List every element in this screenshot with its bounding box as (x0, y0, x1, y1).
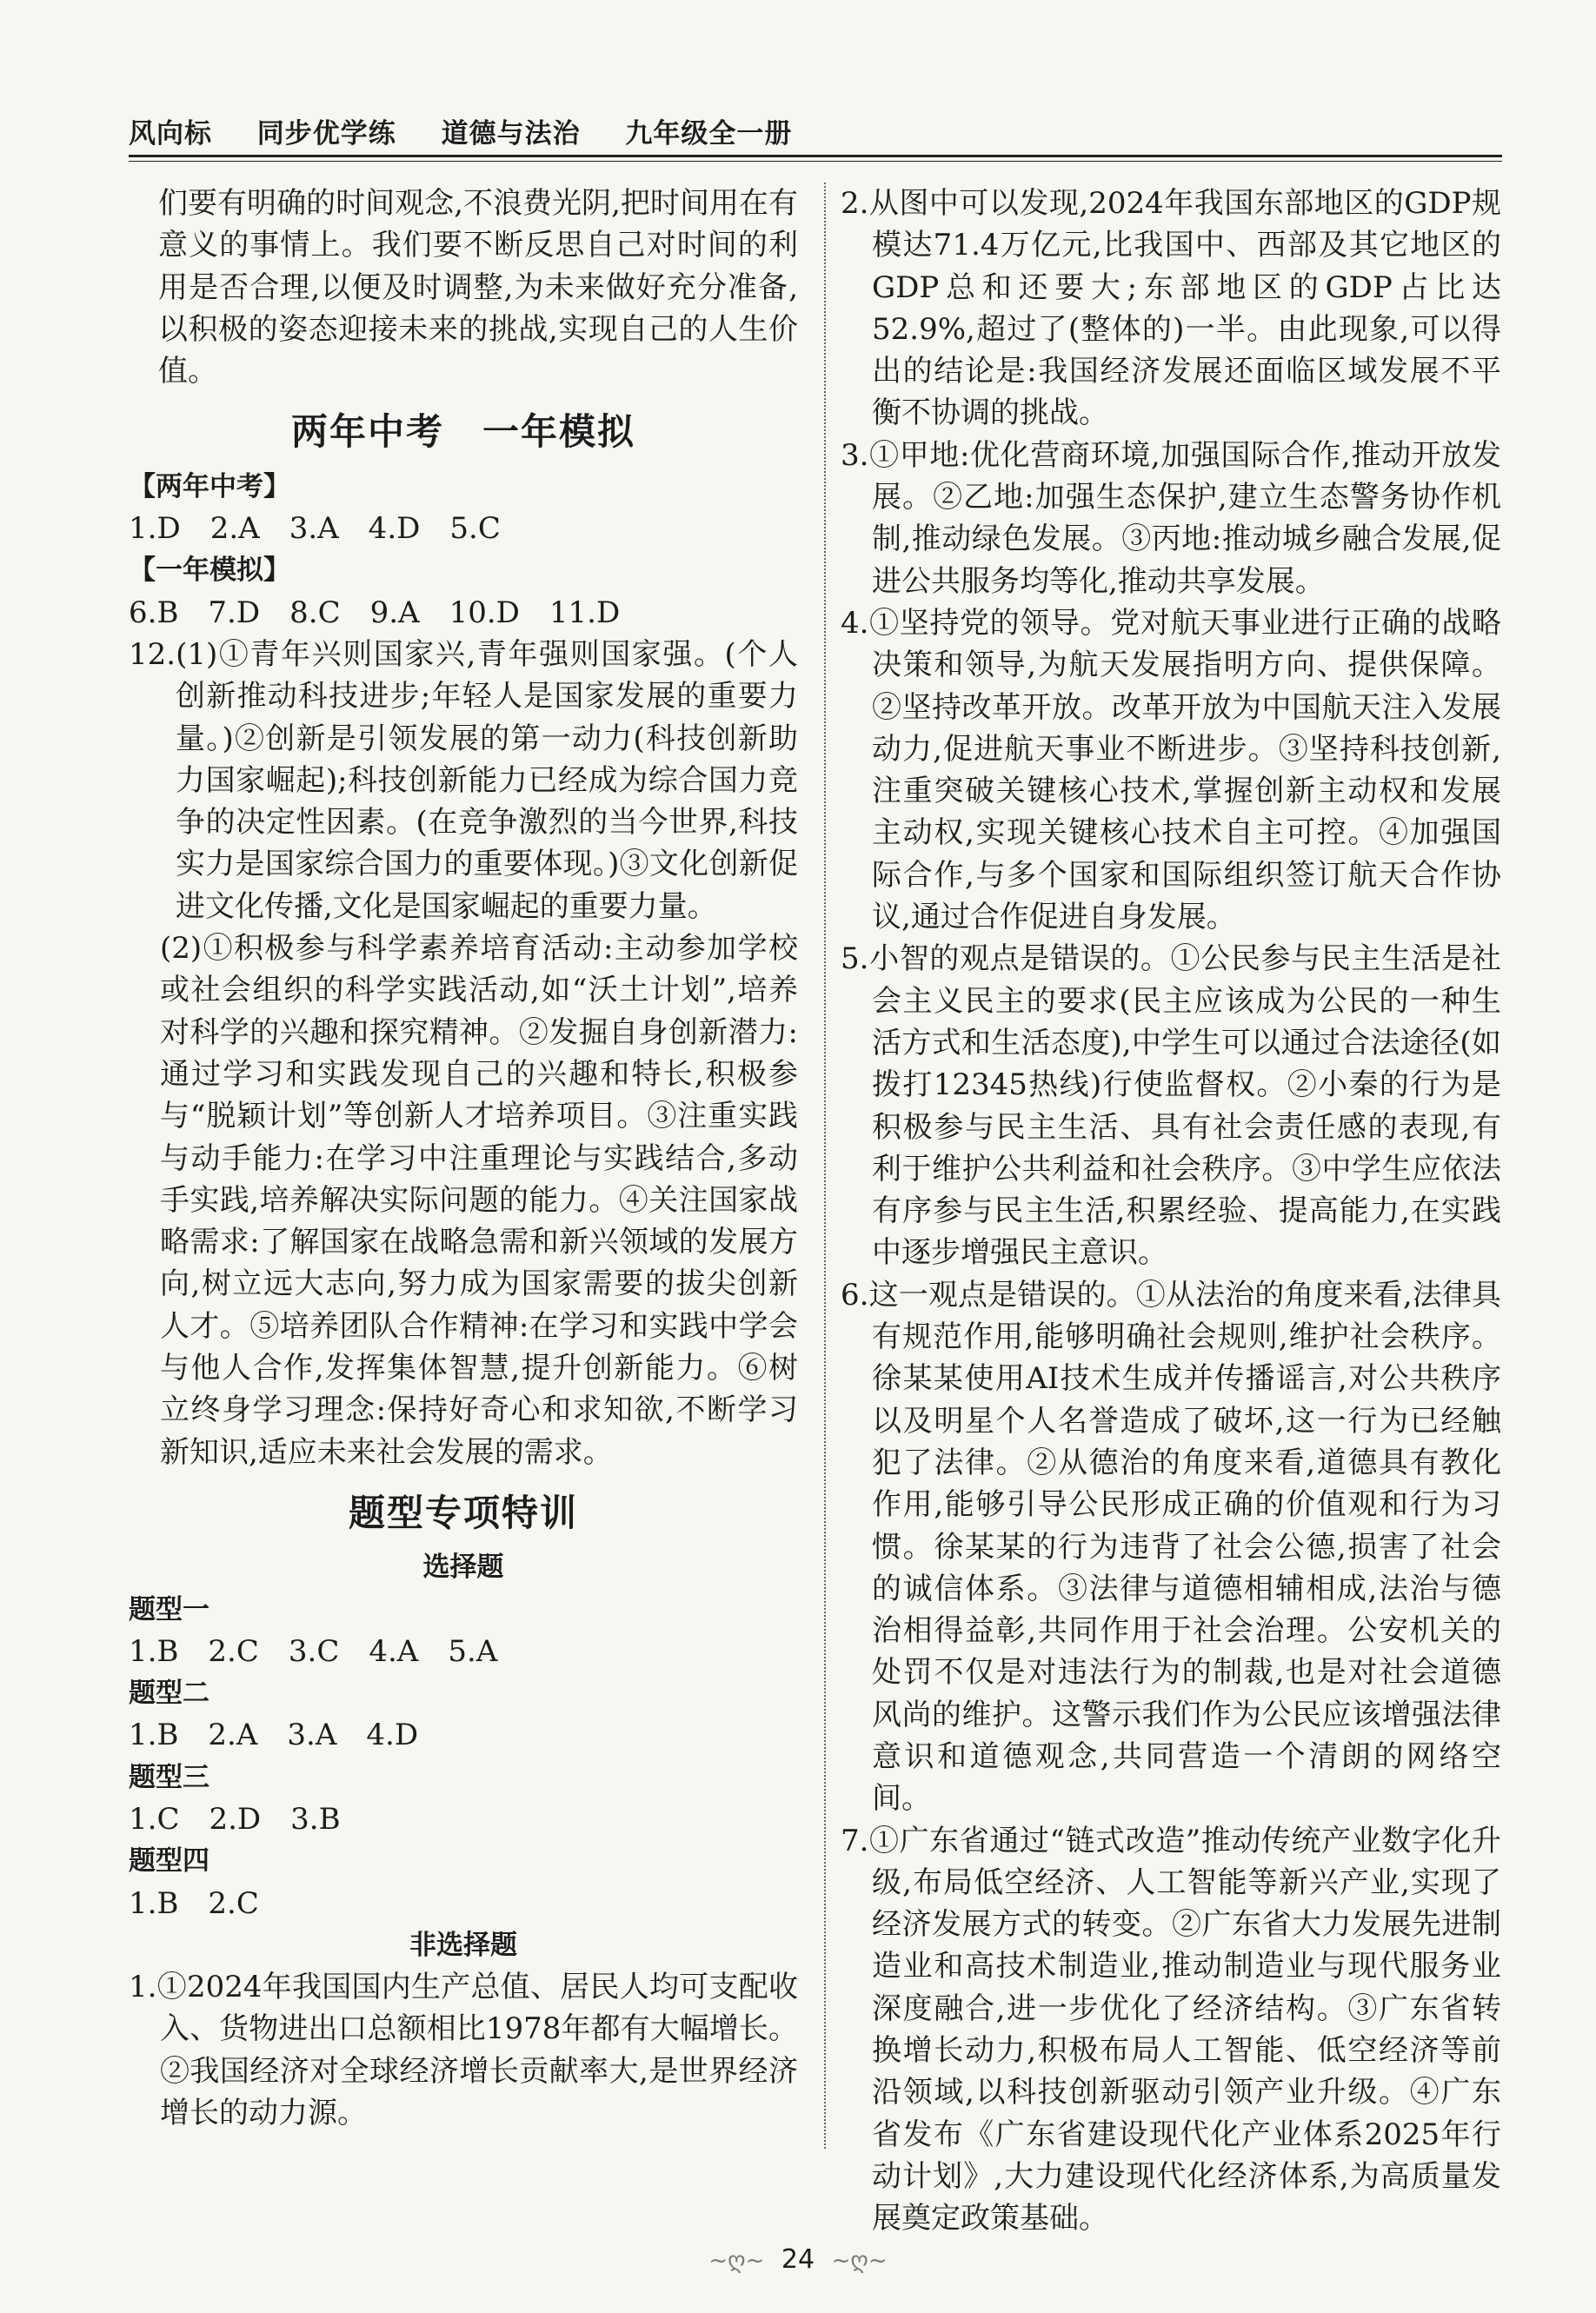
type-2-answers: 1.B 2.A 3.A 4.D (129, 1718, 419, 1753)
type-3-answers: 1.C 2.D 3.B (129, 1801, 341, 1837)
intro-continuation: 们要有明确的时间观念,不浪费光阴,把时间用在有意义的事情上。我们要不断反思自己对时间的利用是否合理,以便及时调整,为未来做好充分准备,以积极的姿态迎接未来的挑战,实现自己的人生价值。 (158, 186, 798, 389)
type-4-answers: 1.B 2.C (129, 1885, 259, 1921)
left-ornament-icon: ~ღ~ (708, 2248, 765, 2274)
header-rule-thin (129, 161, 1502, 162)
section-title-exam: 两年中考 一年模拟 (290, 410, 635, 454)
header-rule-thick (129, 155, 1502, 157)
header-grade: 九年级全一册 (625, 118, 793, 150)
nonchoice-answer-3: 3.①甲地:优化营商环境,加强国际合作,推动开放发展。②乙地:加强生态保护,建立生态警务协作机制,推动绿色发展。③丙地:推动城乡融合发展,促进公共服务均等化,推动共享发展。 (841, 437, 1501, 599)
zhongkao-answers: 1.D 2.A 3.A 4.D 5.C (129, 511, 501, 547)
moni-answers: 6.B 7.D 8.C 9.A 10.D 11.D (129, 595, 621, 630)
choice-subheading: 选择题 (422, 1552, 504, 1584)
zhongkao-label: 【两年中考】 (129, 470, 290, 502)
header-brand: 风向标 (129, 118, 212, 150)
nonchoice-answer-2: 2.从图中可以发现,2024年我国东部地区的GDP规模达71.4万亿元,比我国中、西部及其它地区的GDP总和还要大;东部地区的GDP占比达52.9%,超过了(整体的)一半。由此现象,可以得出的结论是:我国经济发展还面临区域发展不平衡不协调的挑战。 (841, 186, 1501, 431)
nonchoice-subheading: 非选择题 (409, 1929, 517, 1961)
type-1-label: 题型一 (129, 1593, 209, 1625)
header-subject: 道德与法治 (441, 118, 581, 150)
left-column (129, 183, 798, 2134)
type-3-label: 题型三 (129, 1761, 209, 1793)
column-divider (824, 183, 827, 2149)
type-2-label: 题型二 (129, 1678, 209, 1710)
nonchoice-answer-1: 1.①2024年我国国内生产总值、居民人均可支配收入、货物进出口总额相比1978年都有大幅增长。②我国经济对全球经济增长贡献率大,是世界经济增长的动力源。 (129, 1970, 798, 2131)
right-column (841, 183, 1501, 2240)
nonchoice-answer-5: 5.小智的观点是错误的。①公民参与民主生活是社会主义民主的要求(民主应该成为公民的一种生活方式和生活态度),中学生可以通过合法途径(如拨打12345热线)行使监督权。②小秦的行为是积极参与民主生活、具有社会责任感的表现,有利于维护公共利益和社会秩序。③中学生应依法有序参与民主生活,积累经验、提高能力,在实践中逐步增强民主意识。 (841, 941, 1501, 1271)
question-12-part2: (2)①积极参与科学素养培育活动:主动参加学校或社会组织的科学实践活动,如“沃土计划”,培养对科学的兴趣和探究精神。②发掘自身创新潜力:通过学习和实践发现自己的兴趣和特长,积极参与“脱颖计划”等创新人才培养项目。③注重实践与动手能力:在学习中注重理论与实践结合,多动手实践,培养解决实际问题的能力。④关注国家战略需求:了解国家在战略急需和新兴领域的发展方向,树立远大志向,努力成为国家需要的拔尖创新人才。⑤培养团队合作精神:在学习和实践中学会与他人合作,发挥集体智慧,提升创新能力。⑥树立终身学习理念:保持好奇心和求知欲,不断学习新知识,适应未来社会发展的需求。 (160, 931, 798, 1470)
nonchoice-answer-7: 7.①广东省通过“链式改造”推动传统产业数字化升级,布局低空经济、人工智能等新兴产业,实现了经济发展方式的转变。②广东省大力发展先进制造业和高技术制造业,推动制造业与现代服务业深度融合,进一步优化了经济结构。③广东省转换增长动力,积极布局人工智能、低空经济等前沿领域,以科技创新驱动引领产业升级。④广东省发布《广东省建设现代化产业体系2025年行动计划》,大力建设现代化经济体系,为高质量发展奠定政策基础。 (841, 1823, 1501, 2237)
header-series: 同步优学练 (256, 118, 396, 150)
running-header (129, 111, 827, 150)
type-1-answers: 1.B 2.C 3.C 4.A 5.A (129, 1633, 498, 1669)
moni-label: 【一年模拟】 (129, 555, 290, 587)
type-4-label: 题型四 (129, 1845, 209, 1878)
page-footer (0, 2244, 1596, 2275)
nonchoice-answer-6: 6.这一观点是错误的。①从法治的角度来看,法律具有规范作用,能够明确社会规则,维护社会秩序。徐某某使用AI技术生成并传播谣言,对公共秩序以及明星个人名誉造成了破坏,这一行为已经触犯了法律。②从德治的角度来看,道德具有教化作用,能够引导公民形成正确的价值观和行为习惯。徐某某的行为违背了社会公德,损害了社会的诚信体系。③法律与道德相辅相成,法治与德治相得益彰,共同作用于社会治理。公安机关的处罚不仅是对违法行为的制裁,也是对社会道德风尚的维护。这警示我们作为公民应该增强法律意识和道德观念,共同营造一个清朗的网络空间。 (841, 1277, 1501, 1817)
right-ornament-icon: ~ღ~ (831, 2248, 888, 2274)
section-title-training: 题型专项特训 (348, 1491, 578, 1534)
question-12-part1: 12.(1)①青年兴则国家兴,青年强则国家强。(个人创新推动科技进步;年轻人是国家发展的重要力量。)②创新是引领发展的第一动力(科技创新助力国家崛起);科技创新能力已经成为综合国力竞争的决定性因素。(在竞争激烈的当今世界,科技实力是国家综合国力的重要体现。)③文化创新促进文化传播,文化是国家崛起的重要力量。 (129, 636, 798, 924)
page-number: 24 (781, 2244, 815, 2275)
nonchoice-answer-4: 4.①坚持党的领导。党对航天事业进行正确的战略决策和领导,为航天发展指明方向、提供保障。②坚持改革开放。改革开放为中国航天注入发展动力,促进航天事业不断进步。③坚持科技创新,注重突破关键核心技术,掌握创新主动权和发展主动权,实现关键核心技术自主可控。④加强国际合作,与多个国家和国际组织签订航天合作协议,通过合作促进自身发展。 (841, 605, 1501, 935)
